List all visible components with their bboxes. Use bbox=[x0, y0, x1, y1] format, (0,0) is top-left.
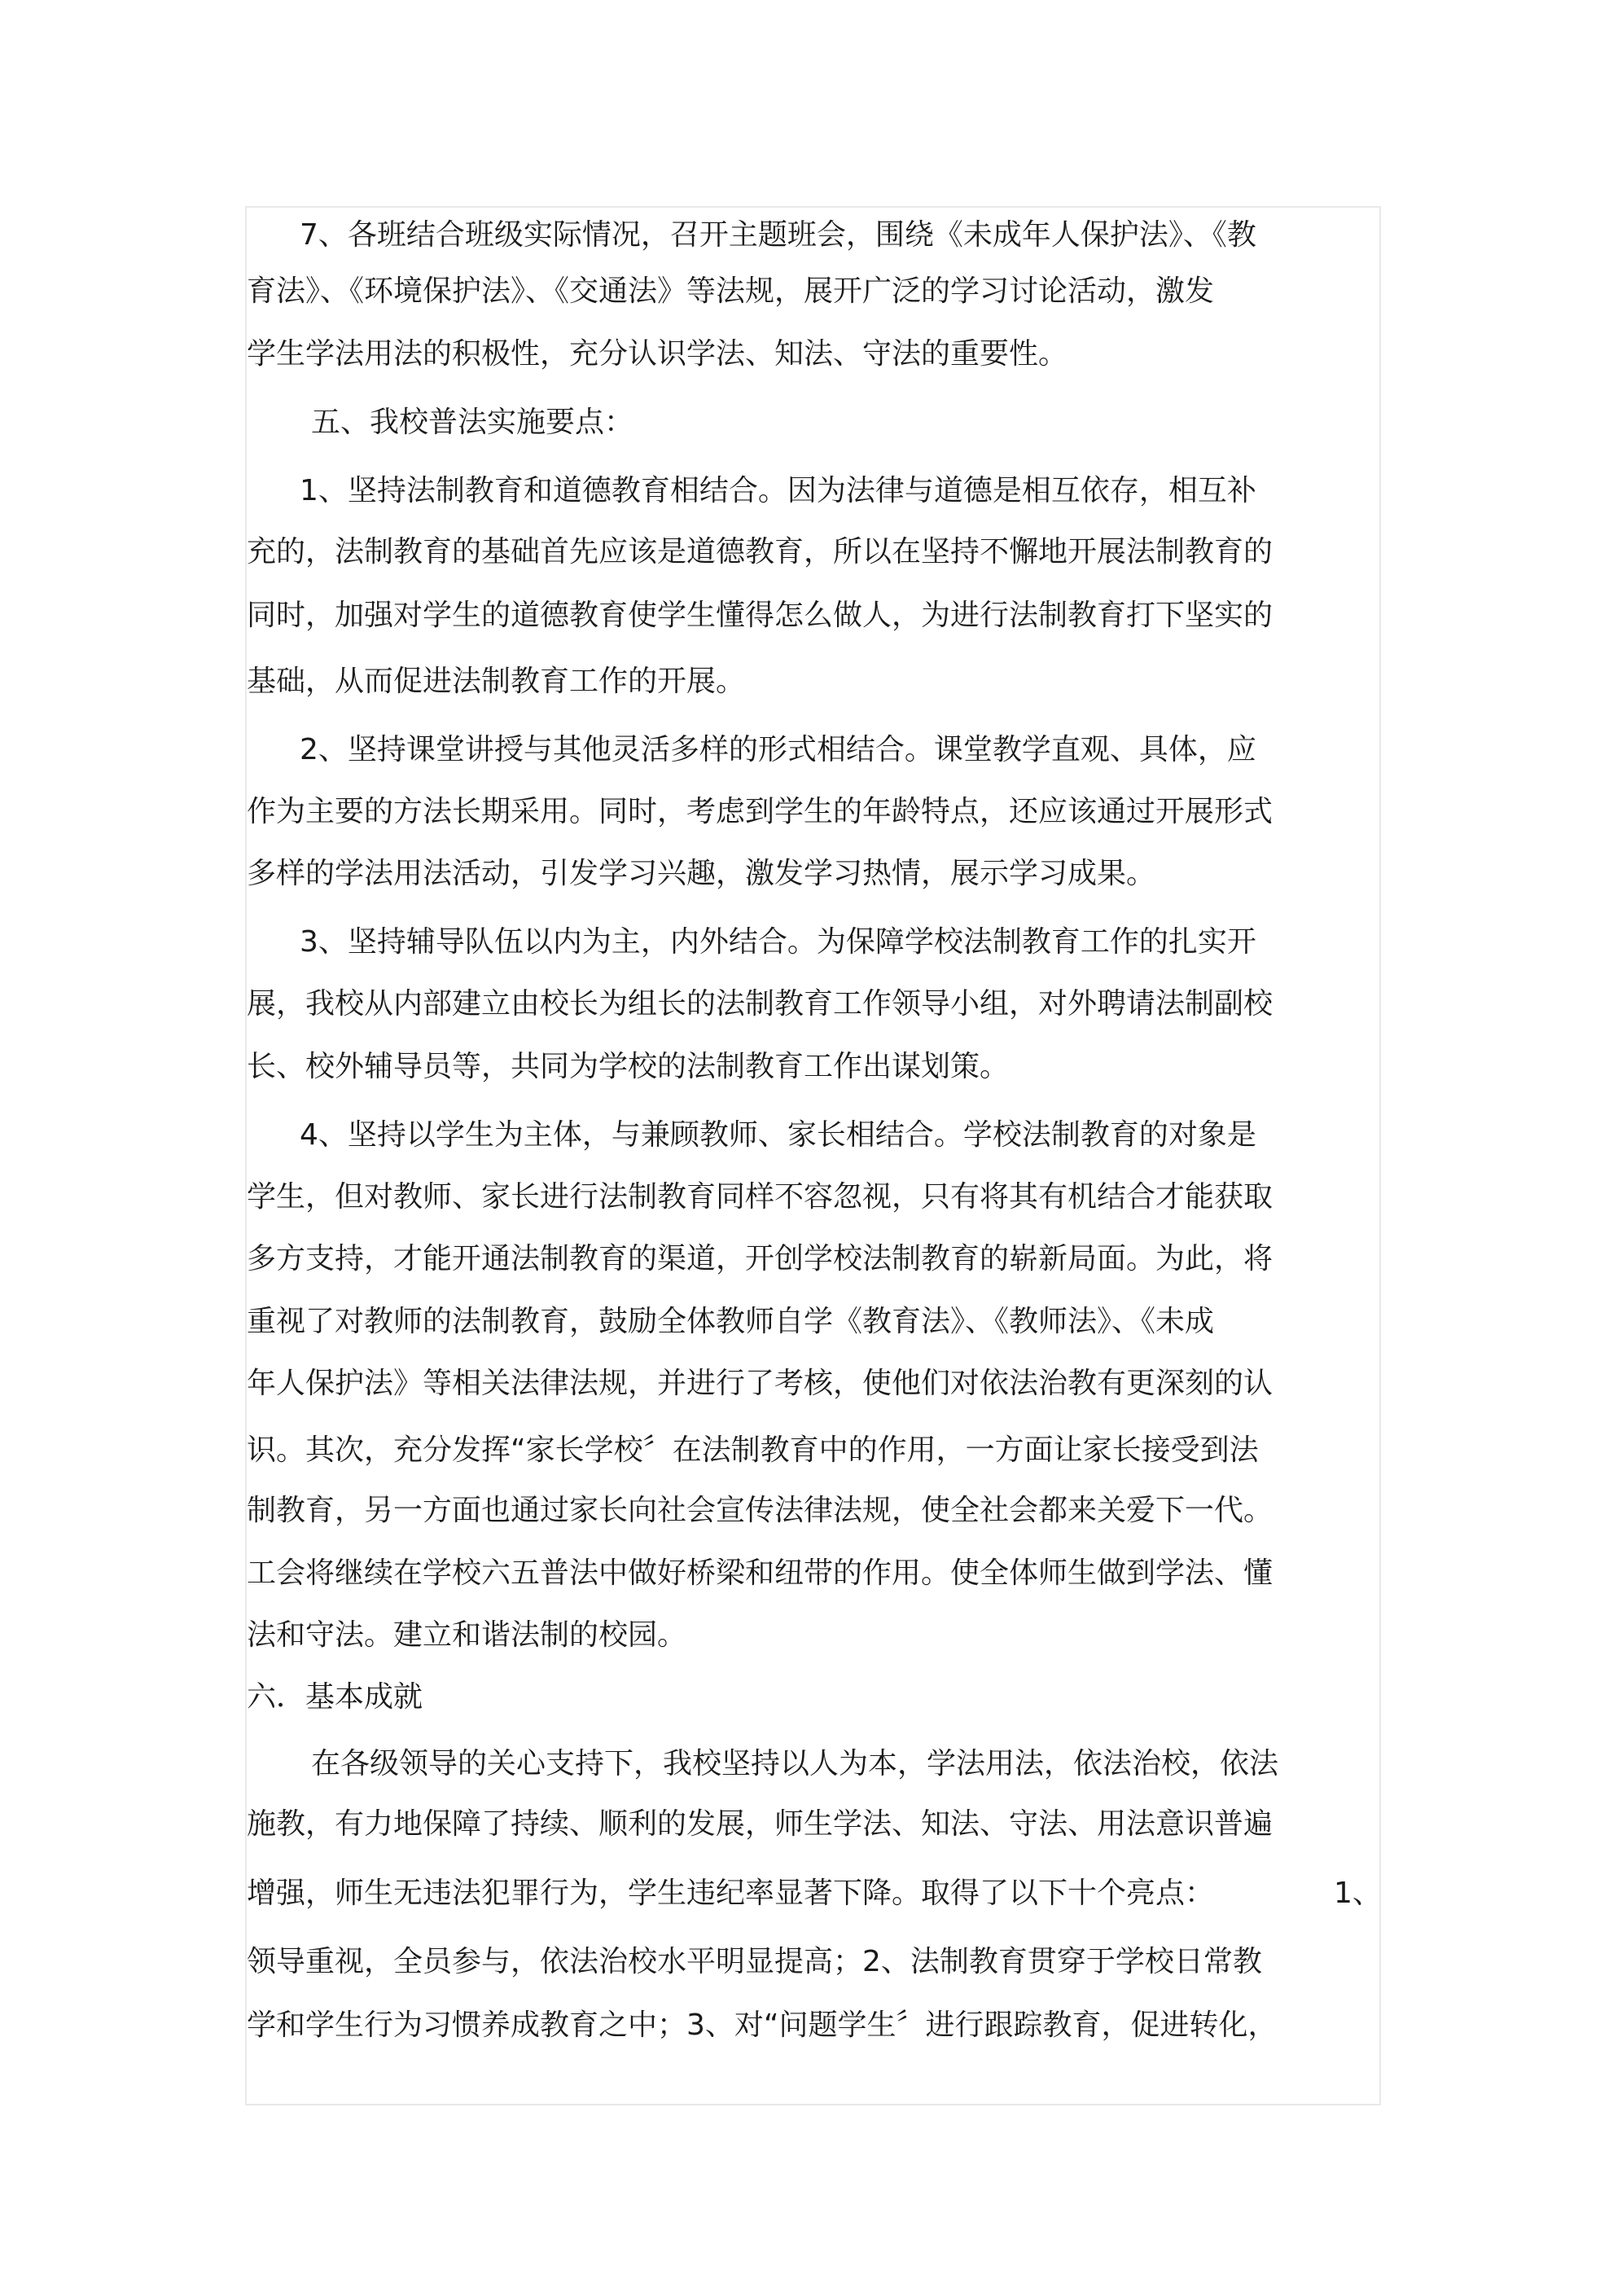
achievement-number-marker: 1、 bbox=[1334, 1877, 1382, 1910]
point-4-line-1: 4、坚持以学生为主体，与兼顾教师、家长相结合。学校法制教育的对象是 bbox=[300, 1118, 1256, 1152]
section-6-heading: 六．基本成就 bbox=[247, 1680, 423, 1714]
point-4-line-7: 制教育，另一方面也通过家长向社会宣传法律法规，使全社会都来关爱下一代。 bbox=[247, 1494, 1273, 1527]
point-4-line-3: 多方支持，才能开通法制教育的渠道，开创学校法制教育的崭新局面。为此，将 bbox=[247, 1242, 1273, 1275]
point-3-line-3: 长、校外辅导员等，共同为学校的法制教育工作出谋划策。 bbox=[247, 1050, 1010, 1083]
paragraph-7-line-1: 7、各班结合班级实际情况，召开主题班会，围绕《未成年人保护法》、《教 bbox=[300, 218, 1256, 252]
point-1-line-2: 充的，法制教育的基础首先应该是道德教育，所以在坚持不懈地开展法制教育的 bbox=[247, 535, 1273, 569]
section-5-heading: 五、我校普法实施要点： bbox=[311, 406, 634, 439]
point-4-line-9: 法和守法。建立和谐法制的校园。 bbox=[247, 1618, 687, 1652]
point-1-line-4: 基础，从而促进法制教育工作的开展。 bbox=[247, 665, 746, 698]
achievements-line-1: 在各级领导的关心支持下，我校坚持以人为本，学法用法，依法治校，依法 bbox=[311, 1747, 1279, 1780]
point-3-line-2: 展，我校从内部建立由校长为组长的法制教育工作领导小组，对外聘请法制副校 bbox=[247, 987, 1273, 1021]
point-4-line-8: 工会将继续在学校六五普法中做好桥梁和纽带的作用。使全体师生做到学法、懂 bbox=[247, 1556, 1273, 1590]
achievements-line-3: 增强，师生无违法犯罪行为，学生违纪率显著下降。取得了以下十个亮点： bbox=[247, 1877, 1215, 1910]
point-4-line-4: 重视了对教师的法制教育，鼓励全体教师自学《教育法》、《教师法》、《未成 bbox=[247, 1305, 1215, 1338]
point-4-line-2: 学生，但对教师、家长进行法制教育同样不容忽视，只有将其有机结合才能获取 bbox=[247, 1180, 1273, 1214]
point-2-line-2: 作为主要的方法长期采用。同时，考虑到学生的年龄特点，还应该通过开展形式 bbox=[247, 795, 1273, 828]
paragraph-7-line-3: 学生学法用法的积极性，充分认识学法、知法、守法的重要性。 bbox=[247, 337, 1068, 371]
point-2-line-3: 多样的学法用法活动，引发学习兴趣，激发学习热情，展示学习成果。 bbox=[247, 857, 1156, 890]
point-2-line-1: 2、坚持课堂讲授与其他灵活多样的形式相结合。课堂教学直观、具体，应 bbox=[300, 733, 1256, 766]
point-4-line-5: 年人保护法》等相关法律法规，并进行了考核，使他们对依法治教有更深刻的认 bbox=[247, 1367, 1273, 1400]
achievements-line-5: 学和学生行为习惯养成教育之中；3、对“问题学生〞进行跟踪教育，促进转化， bbox=[247, 2008, 1278, 2042]
point-4-line-6: 识。其次，充分发挥“家长学校〞在法制教育中的作用，一方面让家长接受到法 bbox=[247, 1433, 1259, 1467]
point-3-line-1: 3、坚持辅导队伍以内为主，内外结合。为保障学校法制教育工作的扎实开 bbox=[300, 925, 1256, 959]
paragraph-7-line-2: 育法》、《环境保护法》、《交通法》等法规，展开广泛的学习讨论活动，激发 bbox=[247, 274, 1215, 308]
point-1-line-1: 1、坚持法制教育和道德教育相结合。因为法律与道德是相互依存，相互补 bbox=[300, 474, 1256, 507]
achievements-line-2: 施教，有力地保障了持续、顺利的发展，师生学法、知法、守法、用法意识普遍 bbox=[247, 1807, 1273, 1841]
point-1-line-3: 同时，加强对学生的道德教育使学生懂得怎么做人，为进行法制教育打下坚实的 bbox=[247, 599, 1273, 632]
achievements-line-4: 领导重视，全员参与，依法治校水平明显提高；2、法制教育贯穿于学校日常教 bbox=[247, 1945, 1262, 1978]
